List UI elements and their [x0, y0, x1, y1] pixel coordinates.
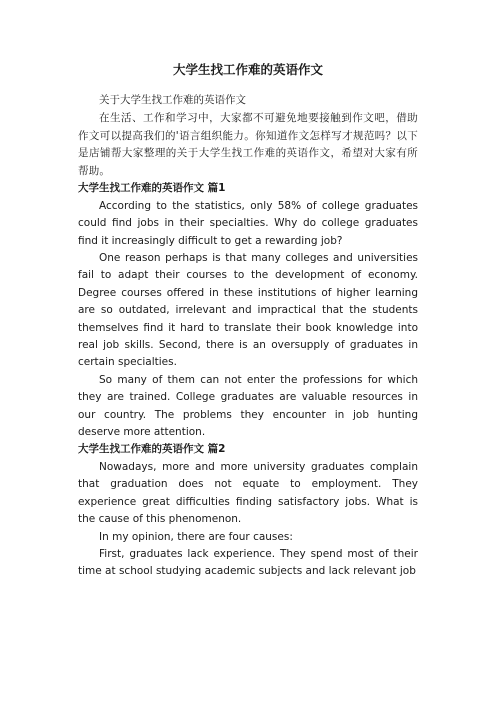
document-page: [78, 62, 418, 581]
section-heading-1: 大学生找工作难的英语作文 篇1: [78, 182, 226, 195]
section-1-paragraph-2: One reason perhaps is that many colleges and universities fail to adapt their courses to the development of economy. Degree courses offered in these institutions of higher learning are so outdated, irrelevant and impractical that the students themselves find it hard to translate their book knowledge into real job skills. Second, there is an oversupply of graduates in certain specialties.: [78, 252, 418, 369]
section-1-paragraph-3: So many of them can not enter the professions for which they are trained. College graduates are valuable resources in our country. The problems they encounter in job hunting deserve more attention.: [78, 373, 418, 439]
document-title: 大学生找工作难的英语作文: [172, 62, 323, 77]
section-2-paragraph-2: In my opinion, there are four causes:: [99, 530, 293, 543]
document-subtitle: 关于大学生找工作难的英语作文: [99, 94, 246, 106]
section-1-paragraph-1: According to the statistics, only 58% of college graduates could find jobs in their specialties. Why do college graduates find it increasingly difficult to get a rewarding job?: [78, 199, 418, 247]
section-2-paragraph-1: Nowadays, more and more university graduates complain that graduation does not equate to employment. They experience great difficulties finding satisfactory jobs. What is the cause of this phenomenon.: [78, 460, 418, 526]
section-2-paragraph-3: First, graduates lack experience. They spend most of their time at school studying academic subjects and lack relevant job: [78, 547, 418, 578]
intro-paragraph: 在生活、工作和学习中，大家都不可避免地要接触到作文吧，借助作文可以提高我们的'语言组织能力。你知道作文怎样写才规范吗？以下是店铺帮大家整理的关于大学生找工作难的英语作文，希望对大家有所帮助。: [78, 112, 418, 177]
section-heading-2: 大学生找工作难的英语作文 篇2: [78, 443, 226, 456]
